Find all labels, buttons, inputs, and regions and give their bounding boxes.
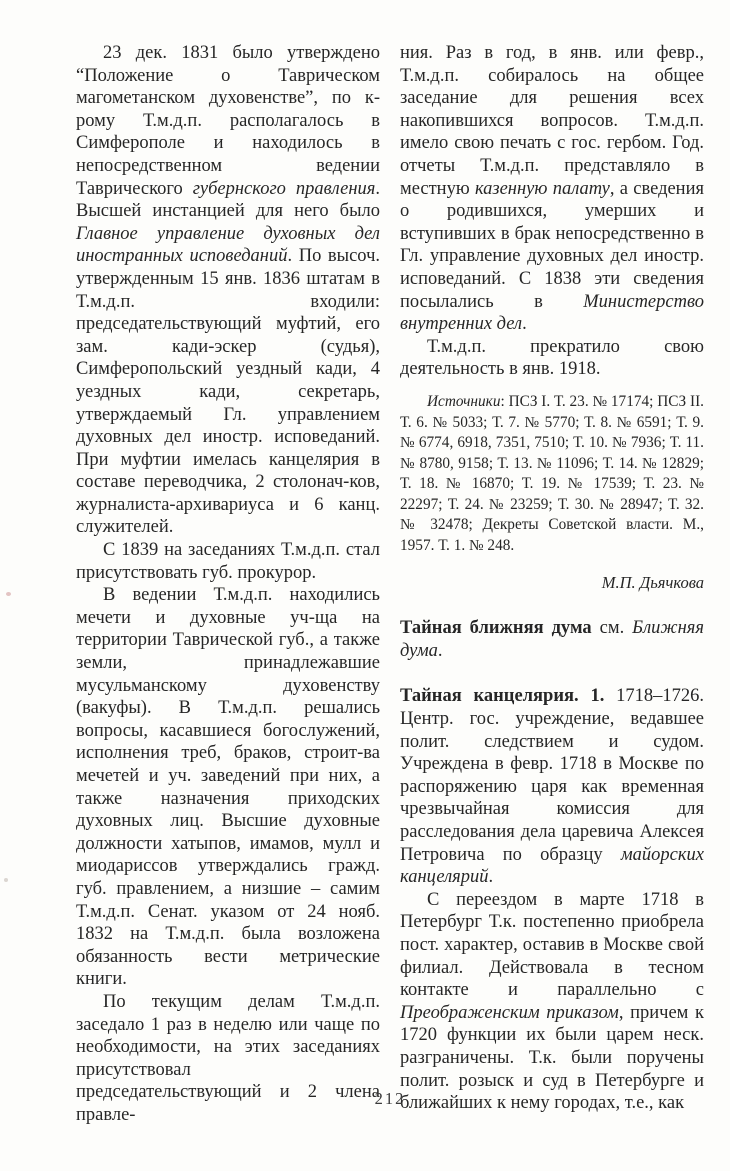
text-run: . [437,640,443,661]
text-run: , а сведения о родившихся, умерших и вступивших в брак непосредственно в Гл. управление духовных дел иностр. исповеданий. С 1838 эти сведения посылались в [400,178,704,312]
page-number: 212 [374,1089,406,1108]
text-run: Ближняя дума [400,618,704,661]
text-run: Тайная ближняя дума [400,618,592,639]
text-run: Главное управление духовных дел иностранных исповеданий [76,223,380,267]
right-column [400,42,704,1115]
text-run: . [488,867,494,888]
text-run: Министерство внутренних дел [400,291,704,335]
text-run: , причем к 1720 функции их были царем неск. разграничены. Т.к. были поручены полит. розыск и суд в Петербурге и ближайших к нему городах, т.е., как [400,1002,704,1114]
text-run: : ПСЗ I. Т. 23. № 17174; ПСЗ II. Т. 6. № 5033; Т. 7. № 5770; Т. 8. № 6591; Т. 9. № 6774, 6918, 7351, 7510; Т. 10. № 7936; Т. 11. № 8780, 9158; Т. 13. № 11096; Т. 14. № 12829; Т. 18. № 16870; Т. 19. № 17539; Т. 23. № 22297; Т. 24. № 23259; Т. 30. № 28947; Т. 32. № 32478; Декреты Советской власти. М., 1957. Т. 1. № 248. [400,392,704,555]
paragraph [76,539,380,584]
entry [400,617,704,662]
text-run: губернского правления [192,178,376,199]
paragraph [76,42,380,539]
text-run: 1718–1726. Центр. гос. учреждение, ведавшее полит. следствием и судом. Учреждена в февр. 1718 в Москве по распоряжению царя как временная чрезвычайная комиссия для расследования дела царевича Алексея Петровича по образцу [400,686,705,865]
scan-artifact [4,878,8,882]
text-run: см. [591,618,633,639]
text-run: В ведении Т.м.д.п. находились мечети и духовные уч-ща на территории Таврической губ., а также земли, принадлежавшие мусульманскому духовенству (вакуфы). В Т.м.д.п. решались вопросы, касавшиеся богослужений, исполнения треб, браков, строит-ва мечетей и уч. заведений при них, а также назначения приходских духовных лиц. Высшие духовные должности хатыпов, имамов, мулл и миодариссов утверждались гражд. губ. правлением, а низшие – самим Т.м.д.п. Сенат. указом от 24 нояб. 1832 на Т.м.д.п. была возложена обязанность вести метрические книги. [76,585,380,990]
text-run: Т.м.д.п. прекратило свою деятельность в янв. 1918. [400,336,704,380]
text-run: казенную палату [474,178,610,199]
text-run: Преображенским приказом [400,1002,619,1023]
text-run: М.П. Дьячкова [601,572,704,592]
sources [400,392,704,557]
text-run: . [522,314,527,335]
text-run: майорских канцелярий [400,844,704,888]
entry [400,685,704,888]
author [400,572,704,595]
left-column [76,42,380,1127]
text-run: 23 дек. 1831 было утверждено “Положение о Таврическом магометанском духовенстве”, по к-рому Т.м.д.п. располагалось в Симферополе и находилось в непосредственном ведении Таврического [76,43,380,199]
paragraph [400,336,704,381]
text-run: Источники [427,392,501,410]
text-run: С 1839 на заседаниях Т.м.д.п. стал присутствовать губ. прокурор. [76,540,380,583]
text-run: ния. Раз в год, в янв. или февр., Т.м.д.п. собиралось на общее заседание для решения всех накопившихся вопросов. Т.м.д.п. имело свою печать с гос. гербом. Год. отчеты Т.м.д.п. представляло в местную [400,43,704,199]
scan-artifact [6,592,11,596]
text-run: . По высоч. утвержденным 15 янв. 1836 штатам в Т.м.д.п. входили: председательствующий муфтий, его зам. кади-эскер (судья), Симферопольский уездный кади, 4 уездных кади, секретарь, утверждаемый Гл. управлением духовных дел иностр. исповеданий. При муфтии имелась канцелярия в составе переводчика, 2 столонач-ков, журналиста-архивариуса и 6 канц. служителей. [76,246,381,538]
text-run: . Высшей инстанцией для него было [76,178,380,222]
text-run: С переездом в марте 1718 в Петербург Т.к. постепенно приобрела пост. характер, оставив в Москве свой филиал. Действовала в тесном контакте и параллельно с [400,889,704,1001]
text-run: По текущим делам Т.м.д.п. заседало 1 раз в неделю или чаще по необходимости, на этих заседаниях присутствовал председательствующий и 2 члена правле- [76,991,380,1125]
paragraph [400,42,704,336]
paragraph [400,889,704,1115]
paragraph [76,584,380,991]
text-run: Тайная канцелярия. 1. [400,686,605,707]
